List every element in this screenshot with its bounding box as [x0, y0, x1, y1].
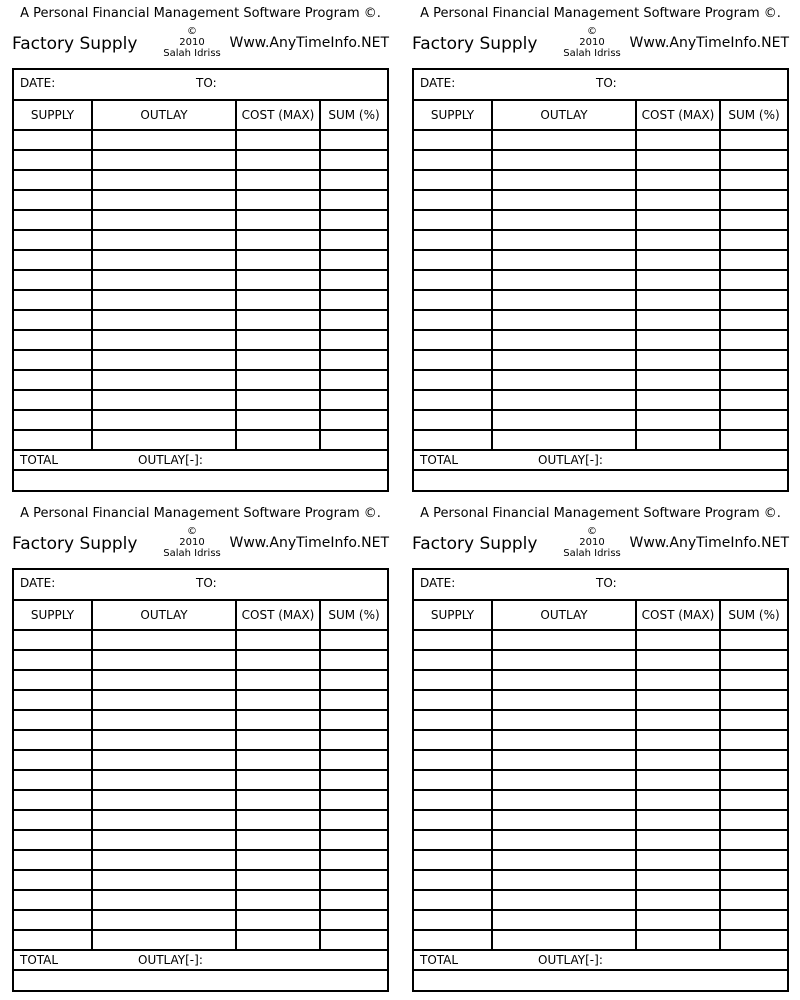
table-row: [14, 411, 387, 431]
table-row: [414, 731, 787, 751]
copyright-block: [152, 526, 232, 559]
copyright-block: [152, 26, 232, 59]
table-row: [14, 791, 387, 811]
table-row: [14, 871, 387, 891]
column-header-sum: SUM (%): [728, 108, 780, 122]
copyright-year: 2010: [579, 537, 605, 548]
date-label: DATE:: [20, 76, 56, 90]
supply-sheet: [12, 504, 389, 984]
outlay-total-label: OUTLAY[-]:: [538, 453, 603, 467]
table-row: [14, 351, 387, 371]
date-row: [14, 570, 387, 601]
author-name: Salah Idriss: [563, 48, 621, 59]
total-row: [14, 949, 387, 971]
table-row: [14, 831, 387, 851]
author-name: Salah Idriss: [163, 48, 221, 59]
copyright-year: 2010: [579, 37, 605, 48]
table-body: [414, 131, 787, 451]
table-row: [414, 751, 787, 771]
website-url: Www.AnyTimeInfo.NET: [229, 535, 389, 551]
table-row: [14, 231, 387, 251]
table-row: [414, 811, 787, 831]
table-row: [14, 331, 387, 351]
date-row: [14, 70, 387, 101]
supply-sheet: [412, 504, 789, 984]
table-row: [414, 711, 787, 731]
copyright-symbol: ©: [587, 526, 597, 537]
column-header-sum: SUM (%): [728, 608, 780, 622]
supply-sheet: [412, 4, 789, 484]
table-body: [414, 631, 787, 951]
table-row: [14, 651, 387, 671]
outlay-total-label: OUTLAY[-]:: [138, 453, 203, 467]
date-label: DATE:: [420, 76, 456, 90]
table-row: [414, 931, 787, 951]
table-row: [14, 251, 387, 271]
total-label: TOTAL: [420, 453, 459, 467]
copyright-year: 2010: [179, 537, 205, 548]
table-row: [14, 671, 387, 691]
table-row: [14, 631, 387, 651]
column-header-cost: COST (MAX): [641, 608, 715, 622]
table-row: [414, 431, 787, 451]
table-row: [14, 911, 387, 931]
table-row: [414, 331, 787, 351]
program-tagline: A Personal Financial Management Software Program ©.: [420, 6, 781, 21]
author-name: Salah Idriss: [563, 548, 621, 559]
table-row: [414, 831, 787, 851]
table-row: [14, 711, 387, 731]
table-row: [14, 811, 387, 831]
column-header-sum: SUM (%): [328, 608, 380, 622]
table-row: [14, 311, 387, 331]
table-row: [414, 391, 787, 411]
table-row: [14, 891, 387, 911]
table-row: [414, 131, 787, 151]
table-row: [414, 251, 787, 271]
column-header-cost: COST (MAX): [241, 108, 315, 122]
column-header-outlay: OUTLAY: [540, 608, 588, 622]
table-row: [14, 391, 387, 411]
table-row: [414, 851, 787, 871]
column-header-row: [414, 101, 787, 131]
table-row: [14, 431, 387, 451]
sheet-title: Factory Supply: [412, 34, 538, 54]
supply-table: [412, 568, 789, 992]
table-row: [414, 191, 787, 211]
table-row: [414, 371, 787, 391]
website-url: Www.AnyTimeInfo.NET: [629, 35, 789, 51]
column-header-row: [14, 101, 387, 131]
table-row: [14, 731, 387, 751]
column-header-row: [14, 601, 387, 631]
supply-table: [412, 68, 789, 492]
supply-table: [12, 68, 389, 492]
copyright-block: [552, 26, 632, 59]
table-row: [14, 751, 387, 771]
supply-table: [12, 568, 389, 992]
program-tagline: A Personal Financial Management Software Program ©.: [20, 506, 381, 521]
column-header-supply: SUPPLY: [30, 608, 75, 622]
column-header-cost: COST (MAX): [641, 108, 715, 122]
copyright-symbol: ©: [187, 526, 197, 537]
sheet-title: Factory Supply: [12, 534, 138, 554]
table-row: [414, 791, 787, 811]
total-label: TOTAL: [20, 953, 59, 967]
table-row: [414, 151, 787, 171]
table-row: [414, 771, 787, 791]
table-row: [14, 211, 387, 231]
table-row: [14, 291, 387, 311]
copyright-block: [552, 526, 632, 559]
table-row: [414, 691, 787, 711]
table-row: [14, 271, 387, 291]
table-row: [14, 151, 387, 171]
column-header-supply: SUPPLY: [30, 108, 75, 122]
table-row: [14, 191, 387, 211]
date-row: [414, 70, 787, 101]
table-row: [14, 691, 387, 711]
total-row: [14, 449, 387, 471]
total-row: [414, 949, 787, 971]
copyright-symbol: ©: [187, 26, 197, 37]
table-row: [414, 311, 787, 331]
date-row: [414, 570, 787, 601]
column-header-sum: SUM (%): [328, 108, 380, 122]
outlay-total-label: OUTLAY[-]:: [538, 953, 603, 967]
column-header-supply: SUPPLY: [430, 108, 475, 122]
table-body: [14, 131, 387, 451]
table-row: [14, 771, 387, 791]
table-row: [414, 211, 787, 231]
total-row: [414, 449, 787, 471]
table-row: [414, 891, 787, 911]
table-row: [414, 651, 787, 671]
table-row: [414, 291, 787, 311]
table-row: [14, 851, 387, 871]
table-body: [14, 631, 387, 951]
copyright-year: 2010: [179, 37, 205, 48]
column-header-supply: SUPPLY: [430, 608, 475, 622]
table-row: [414, 351, 787, 371]
supply-sheet: [12, 4, 389, 484]
table-row: [414, 871, 787, 891]
to-label: TO:: [596, 76, 617, 90]
to-label: TO:: [596, 576, 617, 590]
date-label: DATE:: [20, 576, 56, 590]
date-label: DATE:: [420, 576, 456, 590]
table-row: [414, 671, 787, 691]
program-tagline: A Personal Financial Management Software Program ©.: [20, 6, 381, 21]
total-label: TOTAL: [420, 953, 459, 967]
column-header-outlay: OUTLAY: [540, 108, 588, 122]
table-row: [14, 371, 387, 391]
table-row: [414, 411, 787, 431]
column-header-cost: COST (MAX): [241, 608, 315, 622]
table-row: [414, 171, 787, 191]
column-header-outlay: OUTLAY: [140, 608, 188, 622]
table-row: [414, 911, 787, 931]
program-tagline: A Personal Financial Management Software Program ©.: [420, 506, 781, 521]
to-label: TO:: [196, 76, 217, 90]
sheet-title: Factory Supply: [412, 534, 538, 554]
table-row: [14, 931, 387, 951]
author-name: Salah Idriss: [163, 548, 221, 559]
website-url: Www.AnyTimeInfo.NET: [229, 35, 389, 51]
copyright-symbol: ©: [587, 26, 597, 37]
table-row: [414, 231, 787, 251]
sheet-title: Factory Supply: [12, 34, 138, 54]
to-label: TO:: [196, 576, 217, 590]
table-row: [414, 631, 787, 651]
column-header-outlay: OUTLAY: [140, 108, 188, 122]
total-label: TOTAL: [20, 453, 59, 467]
column-header-row: [414, 601, 787, 631]
table-row: [14, 131, 387, 151]
website-url: Www.AnyTimeInfo.NET: [629, 535, 789, 551]
table-row: [414, 271, 787, 291]
table-row: [14, 171, 387, 191]
outlay-total-label: OUTLAY[-]:: [138, 953, 203, 967]
